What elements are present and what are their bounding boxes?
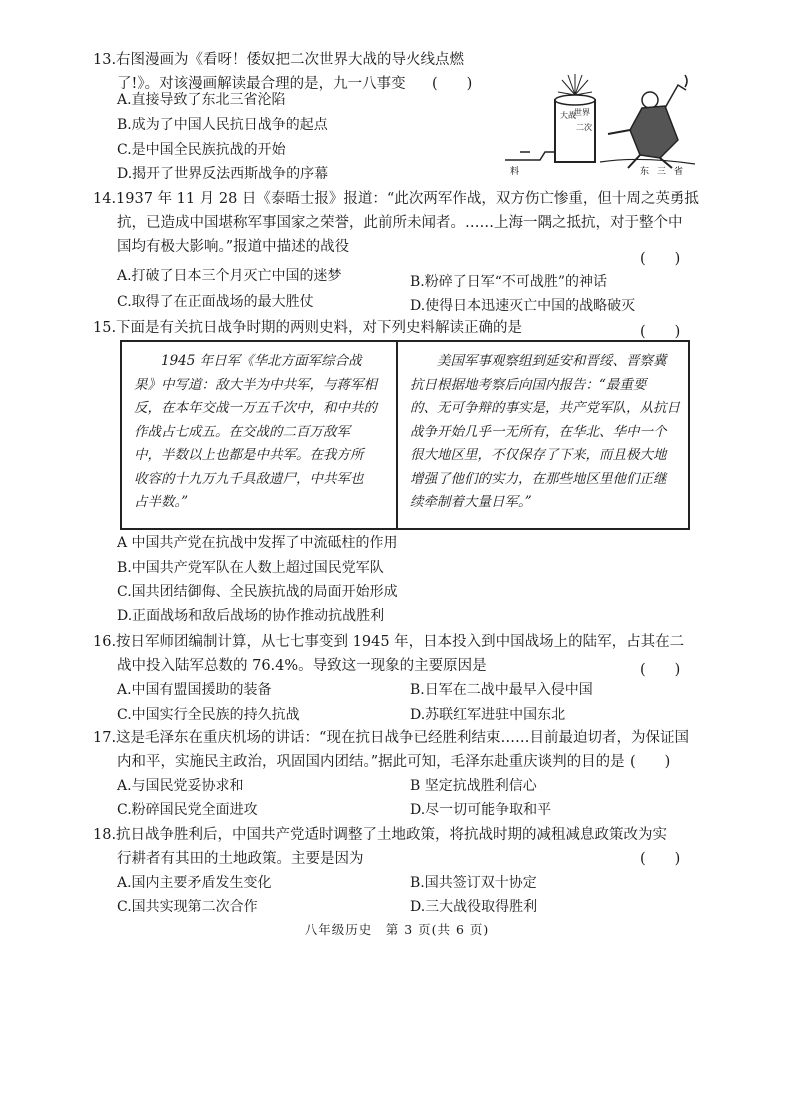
q17-option-b: B 坚定抗战胜利信心 xyxy=(410,778,537,794)
spark-icon xyxy=(558,74,592,95)
q15-source-right: 美国军事观察组到延安和晋绥、晋察冀 抗日根据地考察后向国内报告：“最重要 的、无可争辩的事实是，共产党军队，从抗日 战争开始几乎一无所有，在华北、华中一个 很大地区里，不仅保存了下来，而且极大地 增强了他们的实力，在那些地区里他们正继 续牵制着大量日军。” xyxy=(410,353,680,510)
svg-text:料: 料 xyxy=(510,167,520,177)
q18-option-b: B.国共签订双十协定 xyxy=(410,875,537,891)
q16-option-b: B.日军在二战中最早入侵中国 xyxy=(410,682,593,698)
q18-option-a: A.国内主要矛盾发生变化 xyxy=(117,875,272,891)
q15-stem: 15.下面是有关抗日战争时期的两则史料，对下列史料解读正确的是 xyxy=(93,320,523,336)
q18-option-c: C.国共实现第二次合作 xyxy=(117,899,258,915)
svg-text:大战: 大战 xyxy=(560,111,576,120)
q17-stem-line1: 17.这是毛泽东在重庆机场的讲话：“现在抗日战争已经胜利结束……目前最迫切者，为保证国 xyxy=(93,730,689,746)
q13-option-b: B.成为了中国人民抗日战争的起点 xyxy=(117,117,328,133)
q13-stem-line2: 了!》。对该漫画解读最合理的是，九一八事变 xyxy=(117,76,406,92)
q15-option-c: C.国共团结御侮、全民族抗战的局面开始形成 xyxy=(117,584,398,600)
q18-option-d: D.三大战役取得胜利 xyxy=(410,899,538,915)
q13-option-a: A.直接导致了东北三省沦陷 xyxy=(117,92,286,108)
q14-option-c: C.取得了在正面战场的最大胜仗 xyxy=(117,294,314,310)
q16-option-c: C.中国实行全民族的持久抗战 xyxy=(117,707,300,723)
q17-stem-line2: 内和平，实施民主政治，巩固国内团结。”据此可知，毛泽东赴重庆谈判的目的是 xyxy=(117,754,625,770)
q14-option-a: A.打破了日本三个月灭亡中国的迷梦 xyxy=(117,268,342,284)
q16-answer-paren: ( ) xyxy=(640,662,681,678)
q15-option-d: D.正面战场和敌后战场的协作推动抗战胜利 xyxy=(117,608,385,624)
source-divider xyxy=(396,342,398,528)
q17-option-c: C.粉碎国民党全面进攻 xyxy=(117,802,258,818)
q14-option-b: B.粉碎了日军“不可战胜”的神话 xyxy=(410,274,608,290)
q15-answer-paren: ( ) xyxy=(640,324,681,340)
q14-option-d: D.使得日本迅速灭亡中国的战略破灭 xyxy=(410,298,636,314)
q16-option-a: A.中国有盟国援助的装备 xyxy=(117,682,272,698)
page-footer: 八年级历史 第 3 页(共 6 页) xyxy=(304,922,490,937)
q18-stem-line2: 行耕者有其田的土地政策。主要是因为 xyxy=(117,851,364,867)
q15-source-left: 1945 年日军《华北方面军综合战 果》中写道：敌大半为中共军，与蒋军相 反，在本年交战一万五千次中，和中共的 作战占七成五。在交战的二百万敌军 中，半数以上也都是中共军。在我方所 收容的十九万九千具敌遗尸，中共军也 占半数。” xyxy=(134,353,377,510)
q14-stem-line3: 国均有极大影响。”报道中描述的战役 xyxy=(117,239,350,255)
q16-option-d: D.苏联红军进驻中国东北 xyxy=(410,707,566,723)
q16-stem-line1: 16.按日军师团编制计算，从七七事变到 1945 年，日本投入到中国战场上的陆军，占其在二 xyxy=(93,634,685,650)
q13-option-d: D.揭开了世界反法西斯战争的序幕 xyxy=(117,166,329,182)
svg-text:世界: 世界 xyxy=(574,108,590,117)
soldier-figure-icon xyxy=(608,85,686,168)
svg-text:东三省: 东三省 xyxy=(640,167,692,177)
q18-answer-paren: ( ) xyxy=(640,851,681,867)
q18-stem-line1: 18.抗日战争胜利后，中国共产党适时调整了土地政策，将抗战时期的减租减息政策改为实 xyxy=(93,827,668,843)
q13-option-c: C.是中国全民族抗战的开始 xyxy=(117,142,286,158)
q14-stem-line1: 14.1937 年 11 月 28 日《泰晤士报》报道：“此次两军作战，双方伤亡惨重，但十周之英勇抵 xyxy=(93,191,699,207)
q14-stem-line2: 抗，已造成中国堪称军事国家之荣誉，此前所未闻者。……上海一隅之抵抗，对于整个中 xyxy=(117,215,683,231)
q17-answer-paren: ( ) xyxy=(630,754,671,770)
q13-cartoon-image xyxy=(500,60,700,180)
q15-option-b: B.中国共产党军队在人数上超过国民党军队 xyxy=(117,560,384,576)
svg-text:二次: 二次 xyxy=(576,123,592,132)
q14-answer-paren: ( ) xyxy=(640,251,681,267)
q16-stem-line2: 战中投入陆军总数的 76.4%。导致这一现象的主要原因是 xyxy=(117,658,487,674)
q13-stem-line1: 13.右图漫画为《看呀！倭奴把二次世界大战的导火线点燃 xyxy=(93,52,465,68)
q17-option-a: A.与国民党妥协求和 xyxy=(117,778,244,794)
q15-option-a: A 中国共产党在抗战中发挥了中流砥柱的作用 xyxy=(117,535,398,551)
q17-option-d: D.尽一切可能争取和平 xyxy=(410,802,552,818)
q15-source-table xyxy=(120,340,690,530)
q13-answer-paren: ( ) xyxy=(432,76,473,92)
